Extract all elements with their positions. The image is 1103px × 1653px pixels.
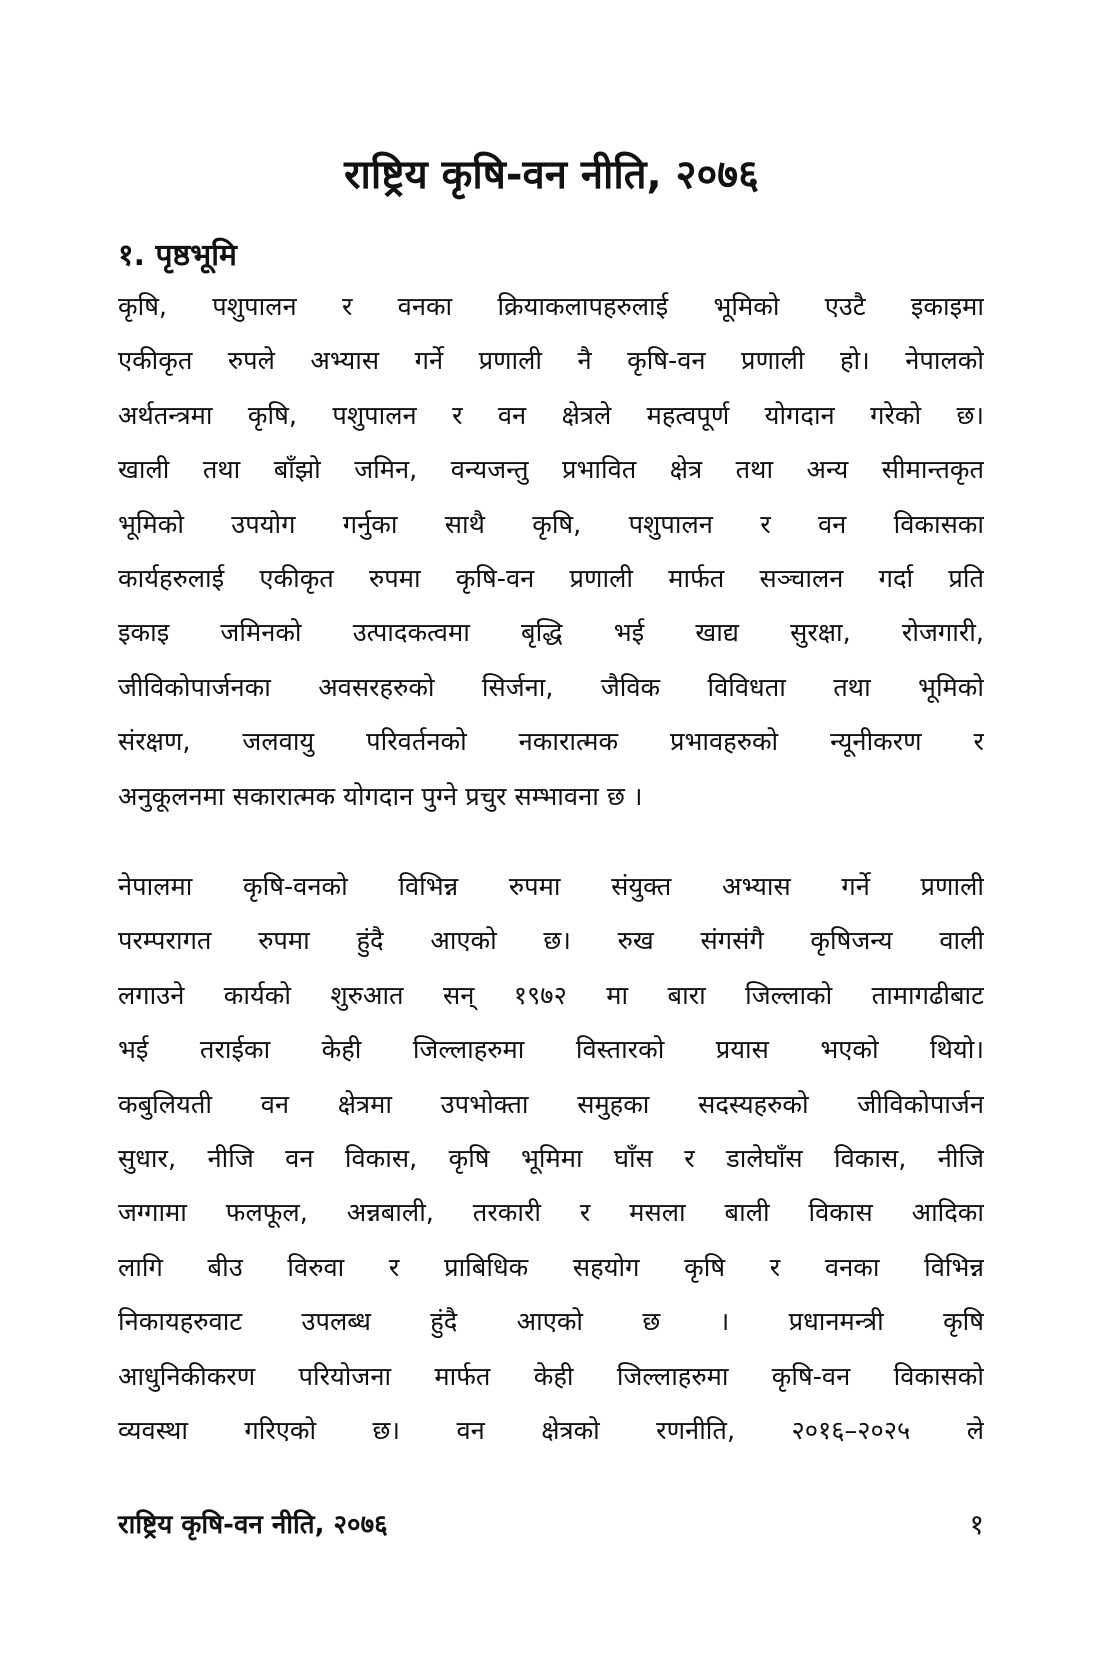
paragraph-line: अनुकूलनमा सकारात्मक योगदान पुग्ने प्रचुर सम्भावना छ । xyxy=(118,781,643,812)
section-heading: १. पृष्ठभूमि xyxy=(118,237,237,273)
page-number: १ xyxy=(969,1508,984,1541)
paragraph-line: भई तराईका केही जिल्लाहरुमा विस्तारको प्रयास भएको थियो। xyxy=(118,1035,984,1066)
paragraph-line: जग्गामा फलफूल, अन्नबाली, तरकारी र मसला बाली विकास आदिका xyxy=(118,1198,984,1229)
paragraph-line: नेपालमा कृषि-वनको विभिन्न रुपमा संयुक्त अभ्यास गर्ने प्रणाली xyxy=(118,872,984,902)
footer-title: राष्ट्रिय कृषि-वन नीति, २०७६ xyxy=(118,1510,388,1540)
paragraph-line: अर्थतन्त्रमा कृषि, पशुपालन र वन क्षेत्रले महत्वपूर्ण योगदान गरेको छ। xyxy=(118,400,984,431)
paragraph xyxy=(118,280,984,824)
paragraph-line: इकाइ जमिनको उत्पादकत्वमा बृद्धि भई खाद्य सुरक्षा, रोजगारी, xyxy=(118,618,984,649)
paragraph-line: सुधार, नीजि वन विकास, कृषि भूमिमा घाँस र डालेघाँस विकास, नीजि xyxy=(118,1143,984,1174)
paragraph-line: जीविकोपार्जनका अवसरहरुको सिर्जना, जैविक विविधता तथा भूमिको xyxy=(118,672,984,703)
paragraph-line: संरक्षण, जलवायु परिवर्तनको नकारात्मक प्रभावहरुको न्यूनीकरण र xyxy=(118,727,984,758)
paragraph-line: खाली तथा बाँझो जमिन, वन्यजन्तु प्रभावित क्षेत्र तथा अन्य सीमान्तकृत xyxy=(118,455,984,486)
paragraph-line: एकीकृत रुपले अभ्यास गर्ने प्रणाली नै कृषि-वन प्रणाली हो। नेपालको xyxy=(118,346,984,377)
paragraph-line: लागि बीउ विरुवा र प्राबिधिक सहयोग कृषि र वनका विभिन्न xyxy=(118,1252,984,1283)
paragraph xyxy=(118,860,984,1458)
paragraph-line: लगाउने कार्यको शुरुआत सन् १९७२ मा बारा जिल्लाको तामागढीबाट xyxy=(118,980,984,1011)
paragraph-line: निकायहरुवाट उपलब्ध हुंदै आएको छ । प्रधानमन्त्री कृषि xyxy=(118,1307,984,1338)
paragraph-line: कार्यहरुलाई एकीकृत रुपमा कृषि-वन प्रणाली मार्फत सञ्चालन गर्दा प्रति xyxy=(118,563,984,594)
paragraph-line: कृषि, पशुपालन र वनका क्रियाकलापहरुलाई भूमिको एउटै इकाइमा xyxy=(118,292,984,322)
paragraph-line: परम्परागत रुपमा हुंदै आएको छ। रुख संगसंगै कृषिजन्य वाली xyxy=(118,926,984,957)
paragraph-line: आधुनिकीकरण परियोजना मार्फत केही जिल्लाहरुमा कृषि-वन विकासको xyxy=(118,1361,984,1392)
paragraph-line: व्यवस्था गरिएको छ। वन क्षेत्रको रणनीति, २०१६–२०२५ ले xyxy=(118,1415,984,1446)
paragraph-line: कबुलियती वन क्षेत्रमा उपभोक्ता समुहका सदस्यहरुको जीविकोपार्जन xyxy=(118,1089,984,1120)
paragraph-line: भूमिको उपयोग गर्नुका साथै कृषि, पशुपालन र वन विकासका xyxy=(118,509,984,540)
page-footer xyxy=(118,1500,984,1550)
page-title: राष्ट्रिय कृषि-वन नीति, २०७६ xyxy=(344,151,759,198)
